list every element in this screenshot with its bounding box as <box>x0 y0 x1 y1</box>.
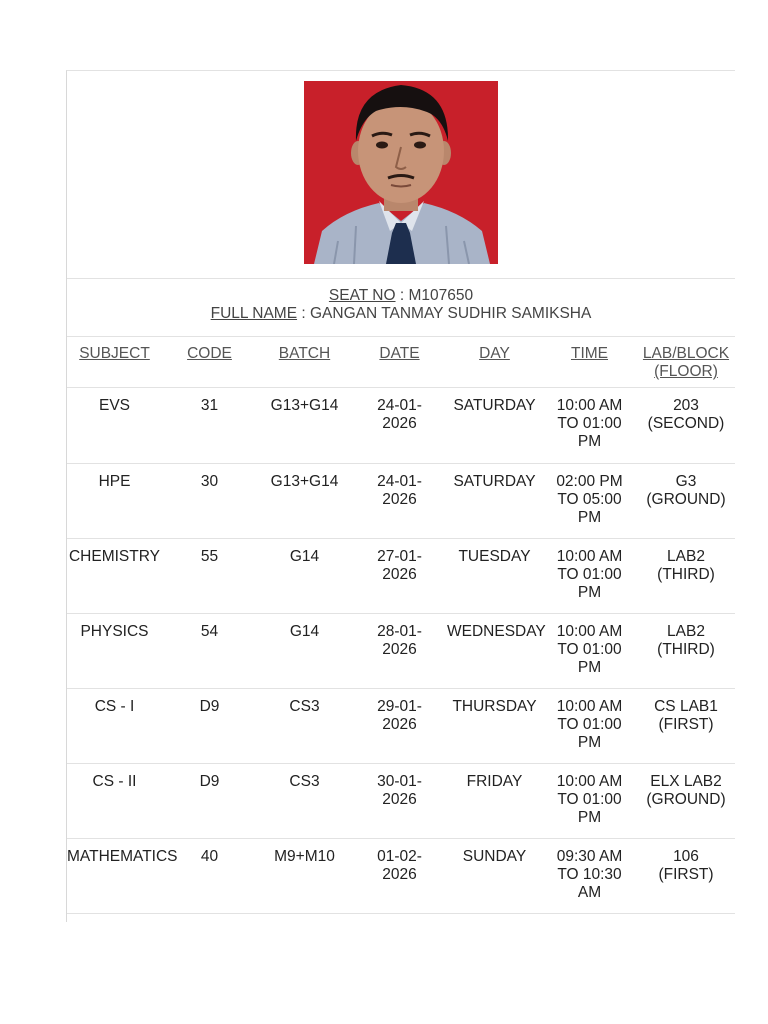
cell-batch-text: G13+G14 <box>270 472 339 490</box>
cell-lab-block-text: (GROUND) <box>646 790 726 808</box>
cell-lab-block-text: 106 <box>673 847 699 865</box>
cell-code <box>162 613 257 688</box>
cell-batch <box>257 538 352 613</box>
photo-section <box>67 71 735 279</box>
cell-lab-block-text: (SECOND) <box>647 414 725 432</box>
cell-date-text: 27-01- <box>377 547 422 565</box>
full-name-value: GANGAN TANMAY SUDHIR SAMIKSHA <box>309 305 592 322</box>
candidate-photo-image <box>304 81 498 264</box>
cell-date-text: 24-01- <box>377 396 422 414</box>
cell-date <box>352 613 447 688</box>
cell-time-text: PM <box>577 808 602 826</box>
cell-batch <box>257 688 352 763</box>
cell-time-text: PM <box>577 733 602 751</box>
table-row <box>67 613 735 688</box>
cell-batch <box>257 613 352 688</box>
cell-day <box>447 838 542 913</box>
cell-batch <box>257 463 352 538</box>
cell-time-text: TO 05:00 <box>557 490 622 508</box>
cell-lab-block-text: ELX LAB2 <box>650 772 722 790</box>
cell-lab-block-text: (THIRD) <box>657 640 715 658</box>
cell-lab-block-text: CS LAB1 <box>654 697 718 715</box>
cell-lab-block-text: G3 <box>675 472 697 490</box>
cell-lab-block <box>637 387 735 463</box>
cell-day-text: FRIDAY <box>466 772 523 790</box>
cell-date <box>352 838 447 913</box>
cell-subject-text: CHEMISTRY <box>68 547 160 565</box>
cell-date <box>352 763 447 838</box>
table-row <box>67 763 735 838</box>
cell-day-text: THURSDAY <box>452 697 537 715</box>
cell-day-text: SATURDAY <box>453 472 536 490</box>
cell-time-text: 10:00 AM <box>556 396 623 414</box>
header-lab-label: LAB/BLOCK <box>642 345 730 362</box>
candidate-info <box>67 279 735 337</box>
cell-subject-text: MATHEMATICS <box>67 847 178 865</box>
cell-subject <box>67 387 162 463</box>
cell-time <box>542 763 637 838</box>
cell-subject <box>67 463 162 538</box>
cell-batch-text: G13+G14 <box>270 396 339 414</box>
table-row <box>67 387 735 463</box>
cell-lab-block <box>637 838 735 913</box>
cell-subject-text: CS - II <box>92 772 137 790</box>
cell-lab-block <box>637 463 735 538</box>
cell-subject-text: EVS <box>98 396 130 414</box>
cell-subject <box>67 538 162 613</box>
header-date: DATE <box>352 337 447 387</box>
cell-subject-text: HPE <box>98 472 131 490</box>
cell-batch <box>257 387 352 463</box>
cell-date-text: 01-02- <box>377 847 422 865</box>
cell-lab-block-text: (FIRST) <box>658 715 714 733</box>
cell-batch-text: G14 <box>289 622 320 640</box>
cell-batch-text: M9+M10 <box>274 847 335 865</box>
cell-date <box>352 387 447 463</box>
cell-code-text: 55 <box>200 547 219 565</box>
cell-day <box>447 538 542 613</box>
cell-code <box>162 763 257 838</box>
exam-schedule-table <box>67 337 735 914</box>
cell-subject-text: CS - I <box>94 697 135 715</box>
cell-batch <box>257 763 352 838</box>
cell-day <box>447 688 542 763</box>
cell-date-text: 2026 <box>382 565 417 583</box>
cell-date-text: 30-01- <box>377 772 422 790</box>
cell-date-text: 2026 <box>382 865 417 883</box>
cell-time-text: PM <box>577 432 602 450</box>
header-time: TIME <box>542 337 637 387</box>
cell-time-text: TO 10:30 <box>557 865 622 883</box>
cell-day-text: TUESDAY <box>458 547 531 565</box>
cell-date-text: 2026 <box>382 414 417 432</box>
cell-day <box>447 613 546 688</box>
table-row <box>67 463 735 538</box>
cell-code <box>162 538 257 613</box>
cell-batch-text: CS3 <box>289 772 320 790</box>
cell-time <box>542 688 637 763</box>
cell-lab-block-text: (FIRST) <box>658 865 714 883</box>
cell-time-text: TO 01:00 <box>557 565 622 583</box>
cell-code-text: 40 <box>200 847 219 865</box>
cell-date-text: 2026 <box>382 790 417 808</box>
cell-lab-block-text: 203 <box>673 396 699 414</box>
cell-subject <box>67 838 178 913</box>
table-row <box>67 538 735 613</box>
cell-time-text: TO 01:00 <box>557 640 622 658</box>
cell-time-text: TO 01:00 <box>557 414 622 432</box>
cell-day-text: SATURDAY <box>453 396 536 414</box>
candidate-photo <box>304 81 498 264</box>
cell-time <box>542 538 637 613</box>
seat-label: SEAT NO <box>328 287 396 304</box>
cell-time-text: TO 01:00 <box>557 715 622 733</box>
full-name-label: FULL NAME <box>210 305 298 322</box>
cell-subject <box>67 613 162 688</box>
cell-date-text: 28-01- <box>377 622 422 640</box>
table-header-row <box>67 337 735 387</box>
cell-subject-text: PHYSICS <box>80 622 149 640</box>
cell-day <box>447 463 542 538</box>
cell-date <box>352 463 447 538</box>
name-line: FULL NAME : GANGAN TANMAY SUDHIR SAMIKSHA <box>210 305 592 322</box>
cell-code-text: 30 <box>200 472 219 490</box>
cell-lab-block-text: LAB2 <box>667 547 705 565</box>
cell-date-text: 24-01- <box>377 472 422 490</box>
table-row <box>67 688 735 763</box>
cell-code-text: 54 <box>200 622 219 640</box>
cell-time-text: AM <box>577 883 602 901</box>
table-row <box>67 838 735 913</box>
cell-lab-block-text: (THIRD) <box>657 565 715 583</box>
hall-ticket-card <box>66 70 735 922</box>
cell-time-text: 10:00 AM <box>556 772 623 790</box>
cell-batch-text: CS3 <box>289 697 320 715</box>
cell-day <box>447 387 542 463</box>
header-subject: SUBJECT <box>67 337 162 387</box>
cell-code <box>162 387 257 463</box>
cell-time-text: PM <box>577 583 602 601</box>
cell-code <box>162 688 257 763</box>
cell-date-text: 2026 <box>382 490 417 508</box>
cell-time-text: PM <box>577 508 602 526</box>
cell-time-text: 02:00 PM <box>556 472 623 490</box>
cell-day-text: SUNDAY <box>462 847 527 865</box>
cell-time-text: 09:30 AM <box>556 847 623 865</box>
cell-code <box>162 463 257 538</box>
cell-day <box>447 763 542 838</box>
cell-batch-text: G14 <box>289 547 320 565</box>
cell-code-text: 31 <box>200 396 219 414</box>
header-code: CODE <box>162 337 257 387</box>
cell-lab-block-text: (GROUND) <box>646 490 726 508</box>
cell-lab-block-text: LAB2 <box>667 622 705 640</box>
seat-line: SEAT NO : M107650 <box>328 287 474 304</box>
seat-number: M107650 <box>408 287 474 304</box>
cell-time-text: TO 01:00 <box>557 790 622 808</box>
cell-batch <box>257 838 352 913</box>
cell-date-text: 2026 <box>382 640 417 658</box>
header-batch: BATCH <box>257 337 352 387</box>
cell-subject <box>67 763 162 838</box>
cell-lab-block <box>637 688 735 763</box>
cell-time <box>542 613 637 688</box>
cell-day-text: WEDNESDAY <box>447 622 546 640</box>
cell-date <box>352 688 447 763</box>
cell-subject <box>67 688 162 763</box>
cell-lab-block <box>637 613 735 688</box>
cell-time <box>542 387 637 463</box>
cell-time-text: 10:00 AM <box>556 547 623 565</box>
header-floor-label: (FLOOR) <box>654 363 718 380</box>
cell-code-text: D9 <box>199 772 220 790</box>
cell-lab-block <box>637 538 735 613</box>
cell-date-text: 29-01- <box>377 697 422 715</box>
header-day: DAY <box>447 337 542 387</box>
cell-time-text: 10:00 AM <box>556 697 623 715</box>
cell-time-text: 10:00 AM <box>556 622 623 640</box>
cell-time <box>542 463 637 538</box>
cell-time-text: PM <box>577 658 602 676</box>
cell-time <box>542 838 637 913</box>
cell-date <box>352 538 447 613</box>
header-lab-block <box>637 337 735 387</box>
cell-lab-block <box>637 763 735 838</box>
cell-code-text: D9 <box>199 697 220 715</box>
cell-date-text: 2026 <box>382 715 417 733</box>
